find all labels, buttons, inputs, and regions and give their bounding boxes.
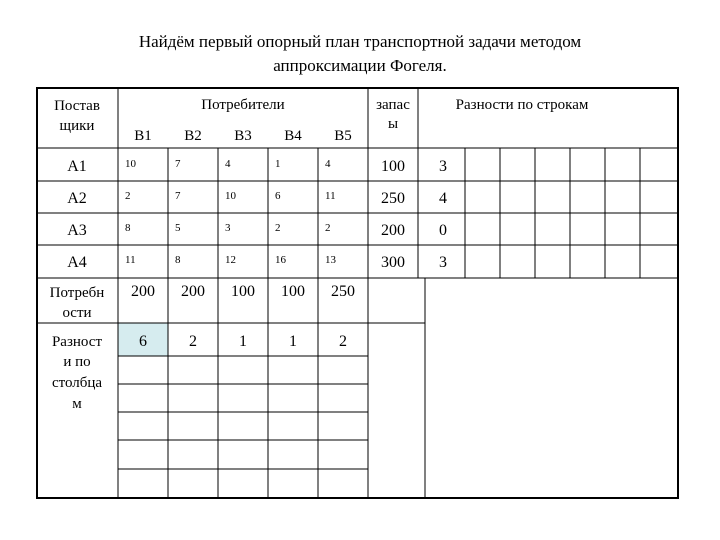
row-label-a3: A3 xyxy=(67,222,87,239)
row-label-a4: A4 xyxy=(67,254,87,271)
row-diff-a4: 3 xyxy=(439,254,447,271)
cost-a2-b5: 11 xyxy=(325,190,336,202)
cost-a1-b3: 4 xyxy=(225,158,231,170)
cost-a3-b1: 8 xyxy=(125,222,131,234)
demand-b2: 200 xyxy=(181,283,205,300)
demand-b1: 200 xyxy=(131,283,155,300)
stock-header-line1: запас xyxy=(376,97,410,113)
title-line-2: аппроксимации Фогеля. xyxy=(273,56,447,75)
col-diff-b1: 6 xyxy=(139,333,147,350)
row-diff-header: Разности по строкам xyxy=(455,97,589,113)
consumers-header: Потребители xyxy=(201,97,285,113)
cost-a4-b3: 12 xyxy=(225,254,236,266)
column-header-b3: B3 xyxy=(234,128,252,144)
cost-a3-b3: 3 xyxy=(225,222,231,234)
col-diff-label-line4: м xyxy=(72,396,82,412)
suppliers-header-line2: щики xyxy=(59,118,95,134)
stock-a2: 250 xyxy=(381,190,405,207)
cost-a4-b4: 16 xyxy=(275,254,286,266)
cost-a3-b4: 2 xyxy=(275,222,281,234)
row-label-a2: A2 xyxy=(67,190,87,207)
cost-a4-b5: 13 xyxy=(325,254,336,266)
demand-b5: 250 xyxy=(331,283,355,300)
suppliers-header-line1: Постав xyxy=(54,98,100,114)
cost-a3-b2: 5 xyxy=(175,222,181,234)
demand-label-line1: Потребн xyxy=(49,285,105,301)
cost-a4-b2: 8 xyxy=(175,254,181,266)
cost-a3-b5: 2 xyxy=(325,222,331,234)
col-diff-b4: 1 xyxy=(289,333,297,350)
column-header-b4: B4 xyxy=(284,128,302,144)
cost-a1-b4: 1 xyxy=(275,158,281,170)
stock-header-line2: ы xyxy=(387,116,399,132)
cost-a1-b1: 10 xyxy=(125,158,136,170)
row-diff-a2: 4 xyxy=(439,190,447,207)
col-diff-b5: 2 xyxy=(339,333,347,350)
col-diff-label-line3: столбца xyxy=(51,375,103,391)
col-diff-b3: 1 xyxy=(239,333,247,350)
stock-a4: 300 xyxy=(381,254,405,271)
row-label-a1: A1 xyxy=(67,158,87,175)
cost-a2-b4: 6 xyxy=(275,190,281,202)
cost-a2-b3: 10 xyxy=(225,190,236,202)
column-header-b2: B2 xyxy=(184,128,202,144)
col-diff-label-line1: Разност xyxy=(51,334,103,350)
cost-a1-b2: 7 xyxy=(175,158,181,170)
demand-b3: 100 xyxy=(231,283,255,300)
col-diff-b2: 2 xyxy=(189,333,197,350)
cost-a2-b1: 2 xyxy=(125,190,131,202)
demand-b4: 100 xyxy=(281,283,305,300)
column-header-b1: B1 xyxy=(134,128,152,144)
cost-a1-b5: 4 xyxy=(325,158,331,170)
cost-a2-b2: 7 xyxy=(175,190,181,202)
title-line-1: Найдём первый опорный план транспортной задачи методом xyxy=(138,32,582,51)
stock-a3: 200 xyxy=(381,222,405,239)
col-diff-label-line2: и по xyxy=(63,354,91,370)
column-header-b5: B5 xyxy=(334,128,352,144)
cost-a4-b1: 11 xyxy=(125,254,136,266)
row-diff-a3: 0 xyxy=(439,222,447,239)
demand-label-line2: ости xyxy=(62,305,92,321)
row-diff-a1: 3 xyxy=(439,158,447,175)
stock-a1: 100 xyxy=(381,158,405,175)
